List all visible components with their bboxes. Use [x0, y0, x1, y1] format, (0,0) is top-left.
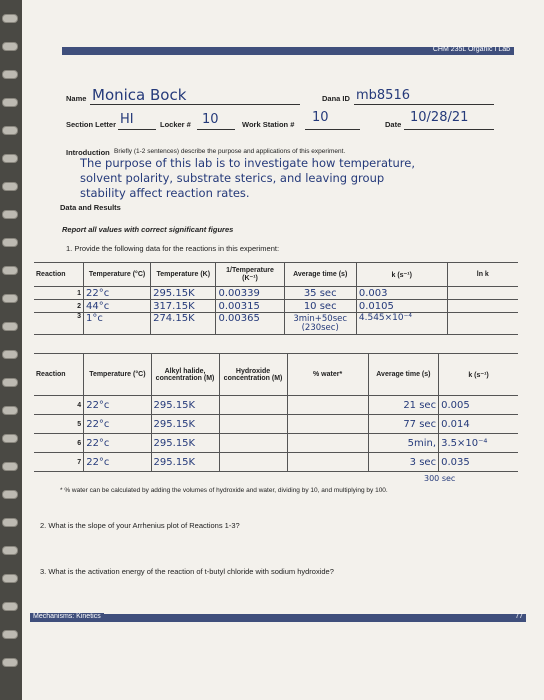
- spiral-ring: [2, 266, 18, 275]
- avg-time-cell: 3 sec: [368, 453, 438, 472]
- spiral-ring: [2, 406, 18, 415]
- spiral-ring: [2, 70, 18, 79]
- spiral-ring: [2, 462, 18, 471]
- name-label: Name: [66, 94, 87, 103]
- intro-prompt: Briefly (1-2 sentences) describe the purpose and applications of this experiment.: [114, 148, 346, 155]
- spiral-ring: [2, 602, 18, 611]
- inv-temp-cell: 0.00339: [216, 287, 284, 300]
- avg-time-cell: 35 sec: [284, 287, 356, 300]
- reaction-number: 4: [34, 396, 84, 415]
- alkyl-halide-cell: 295.15K: [151, 415, 219, 434]
- col-k: k (s⁻¹): [439, 354, 518, 396]
- table-row: [34, 396, 518, 415]
- temp-c-cell: 1°c: [84, 313, 151, 335]
- col-k: k (s⁻¹): [356, 263, 447, 287]
- time-annotation: 300 sec: [424, 474, 456, 483]
- inv-temp-cell: 0.00315: [216, 300, 284, 313]
- alkyl-halide-cell: 295.15K: [151, 453, 219, 472]
- name-line: [90, 104, 300, 105]
- spiral-ring: [2, 294, 18, 303]
- footnote: * % water can be calculated by adding the volumes of hydroxide and water, dividing by 10, and multiplying by 100.: [60, 487, 388, 494]
- water-cell: [287, 415, 368, 434]
- data-results-heading: Data and Results: [60, 203, 121, 212]
- avg-time-seconds: (230sec): [301, 322, 339, 333]
- dana-id-value: mb8516: [356, 88, 410, 103]
- page-number: 77: [515, 613, 523, 620]
- locker-value: 10: [202, 112, 219, 127]
- spiral-ring: [2, 658, 18, 667]
- work-station-line: [305, 129, 360, 130]
- date-label: Date: [385, 120, 402, 129]
- table-row: [34, 313, 518, 335]
- temp-c-cell: 22°c: [84, 415, 151, 434]
- water-cell: [287, 434, 368, 453]
- course-header-bar: [62, 47, 514, 55]
- ln-k-cell: [447, 287, 518, 300]
- reaction-number: 6: [34, 434, 84, 453]
- intro-answer-line-1: The purpose of this lab is to investigate how temperature,: [80, 156, 416, 170]
- temp-c-cell: 22°c: [84, 434, 151, 453]
- col-temp-c: Temperature (°C): [84, 263, 151, 287]
- avg-time-cell: 21 sec: [368, 396, 438, 415]
- reaction-table-2: [34, 353, 518, 472]
- table-row: [34, 415, 518, 434]
- reaction-number: 2: [34, 300, 84, 313]
- section-value: HI: [120, 112, 134, 127]
- locker-line: [197, 129, 235, 130]
- spiral-ring: [2, 98, 18, 107]
- hydroxide-cell: [219, 415, 287, 434]
- intro-label: Introduction: [66, 148, 110, 157]
- k-cell: 0.005: [439, 396, 518, 415]
- work-station-label: Work Station #: [242, 120, 295, 129]
- ln-k-cell: [447, 313, 518, 335]
- avg-time-cell: 5min,: [368, 434, 438, 453]
- name-value: Monica Bock: [92, 86, 187, 104]
- temp-c-cell: 22°c: [84, 396, 151, 415]
- question-3: 3. What is the activation energy of the reaction of t-butyl chloride with sodium hydroxide?: [40, 567, 334, 576]
- course-title: CHM 235L Organic I Lab: [432, 46, 510, 53]
- inv-temp-cell: 0.00365: [216, 313, 284, 335]
- table-row: [34, 453, 518, 472]
- spiral-ring: [2, 126, 18, 135]
- k-cell: 0.0105: [356, 300, 447, 313]
- temp-c-cell: 22°c: [84, 453, 151, 472]
- col-reaction: Reaction: [34, 263, 84, 287]
- spiral-ring: [2, 154, 18, 163]
- col-temp-k: Temperature (K): [151, 263, 216, 287]
- k-cell: 4.545×10⁻⁴: [356, 313, 447, 335]
- avg-time-cell: 10 sec: [284, 300, 356, 313]
- col-avg-time: Average time (s): [368, 354, 438, 396]
- col-reaction: Reaction: [34, 354, 84, 396]
- work-station-value: 10: [312, 110, 329, 125]
- temp-k-cell: 295.15K: [151, 287, 216, 300]
- spiral-ring: [2, 182, 18, 191]
- section-line: [118, 129, 156, 130]
- col-avg-time: Average time (s): [284, 263, 356, 287]
- reaction-number: 3: [34, 313, 84, 335]
- temp-k-cell: 317.15K: [151, 300, 216, 313]
- table-1-header-row: [34, 263, 518, 287]
- reaction-table-1: [34, 262, 518, 335]
- spiral-ring: [2, 42, 18, 51]
- intro-answer-line-2: solvent polarity, substrate sterics, and leaving group: [80, 171, 385, 185]
- spiral-ring: [2, 378, 18, 387]
- k-cell: 3.5×10⁻⁴: [439, 434, 518, 453]
- alkyl-halide-cell: 295.15K: [151, 434, 219, 453]
- notebook-spiral: [0, 0, 22, 700]
- reaction-number: 1: [34, 287, 84, 300]
- locker-label: Locker #: [160, 120, 191, 129]
- k-cell: 0.003: [356, 287, 447, 300]
- worksheet-page: [22, 0, 544, 700]
- water-cell: [287, 396, 368, 415]
- table-row: [34, 300, 518, 313]
- spiral-ring: [2, 518, 18, 527]
- ln-k-cell: [447, 300, 518, 313]
- hydroxide-cell: [219, 434, 287, 453]
- spiral-ring: [2, 322, 18, 331]
- spiral-ring: [2, 210, 18, 219]
- question-1: 1. Provide the following data for the reactions in this experiment:: [66, 244, 280, 253]
- date-value: 10/28/21: [410, 110, 469, 125]
- spiral-ring: [2, 434, 18, 443]
- date-line: [404, 129, 494, 130]
- intro-answer-line-3: stability affect reaction rates.: [80, 186, 250, 200]
- report-instruction: Report all values with correct significant figures: [62, 225, 234, 234]
- question-2: 2. What is the slope of your Arrhenius plot of Reactions 1-3?: [40, 521, 240, 530]
- spiral-ring: [2, 14, 18, 23]
- col-water: % water*: [287, 354, 368, 396]
- col-ln-k: ln k: [447, 263, 518, 287]
- avg-time-cell: [284, 313, 356, 335]
- reaction-number: 5: [34, 415, 84, 434]
- temp-k-cell: 274.15K: [151, 313, 216, 335]
- col-alkyl-halide: Alkyl halide, concentration (M): [151, 354, 219, 396]
- col-inv-temp: 1/Temperature (K⁻¹): [216, 263, 284, 287]
- hydroxide-cell: [219, 453, 287, 472]
- footer-bar: [30, 614, 526, 622]
- k-cell: 0.035: [439, 453, 518, 472]
- avg-time-value: 3min+50sec: [293, 313, 348, 324]
- avg-time-cell: 77 sec: [368, 415, 438, 434]
- spiral-ring: [2, 238, 18, 247]
- temp-c-cell: 22°c: [84, 287, 151, 300]
- water-cell: [287, 453, 368, 472]
- hydroxide-cell: [219, 396, 287, 415]
- table-row: [34, 287, 518, 300]
- dana-id-line: [354, 104, 494, 105]
- spiral-ring: [2, 630, 18, 639]
- alkyl-halide-cell: 295.15K: [151, 396, 219, 415]
- spiral-ring: [2, 546, 18, 555]
- table-row: [34, 434, 518, 453]
- spiral-ring: [2, 490, 18, 499]
- col-temp-c: Temperature (°C): [84, 354, 151, 396]
- col-hydroxide: Hydroxide concentration (M): [219, 354, 287, 396]
- section-label: Section Letter: [66, 120, 117, 129]
- temp-c-cell: 44°c: [84, 300, 151, 313]
- footer-section-title: Mechanisms: Kinetics: [30, 613, 104, 620]
- table-2-header-row: [34, 354, 518, 396]
- reaction-number: 7: [34, 453, 84, 472]
- k-cell: 0.014: [439, 415, 518, 434]
- spiral-ring: [2, 574, 18, 583]
- spiral-ring: [2, 350, 18, 359]
- dana-id-label: Dana ID: [322, 94, 350, 103]
